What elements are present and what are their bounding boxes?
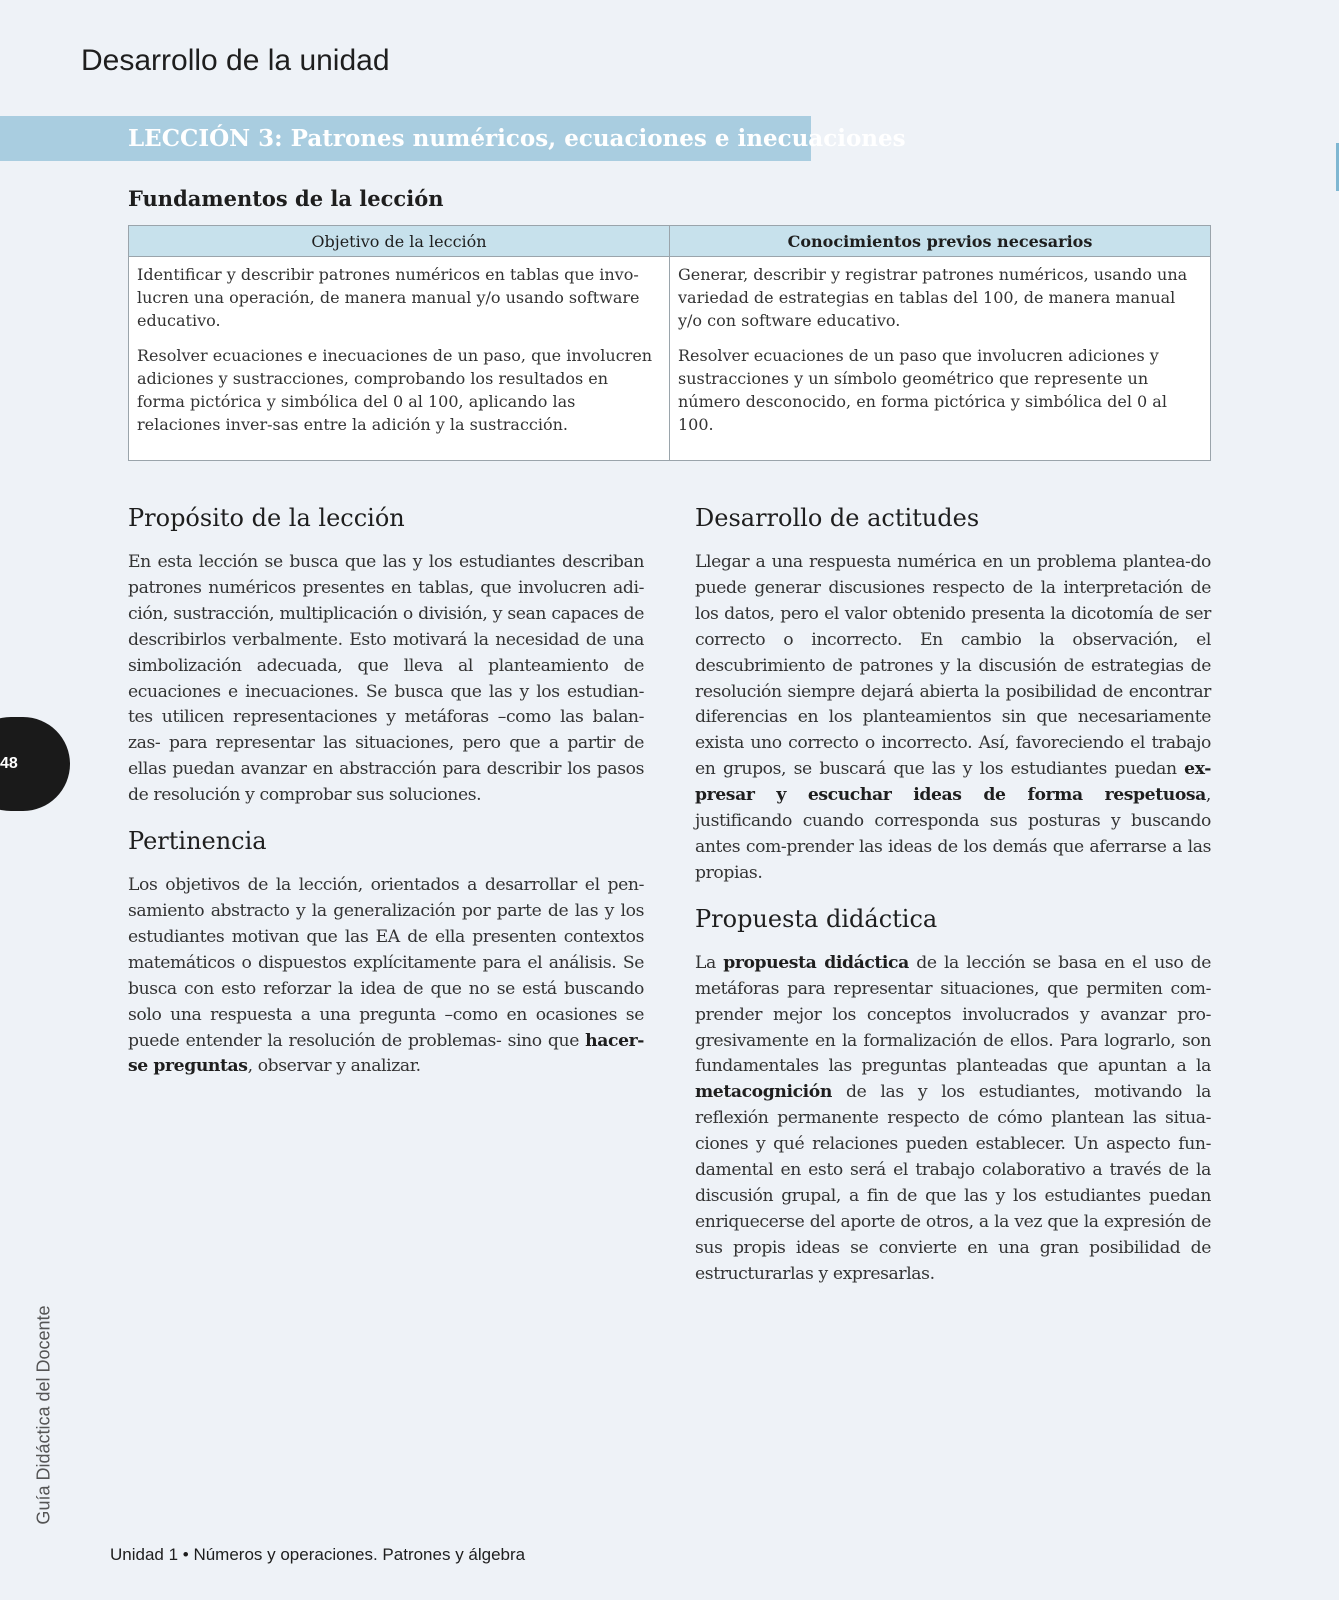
footer-text: Unidad 1 • Números y operaciones. Patrones y álgebra <box>110 1545 526 1564</box>
fundamentos-table <box>128 225 1211 461</box>
left-column <box>128 500 644 1092</box>
actitudes-bold: ex-presar y escuchar ideas de forma respetuosa <box>695 759 1211 806</box>
objetivo-paragraph: Identificar y describir patrones numéricos en tablas que invo-lucren una operación, de manera manual y/o usando software educativo. <box>137 265 640 330</box>
conocimientos-paragraph: Resolver ecuaciones de un paso que involucren adiciones y sustracciones y un símbolo geométrico que represente un número desconocido, en forma pictórica y simbólica del 0 al 100. <box>678 346 1167 434</box>
proposito-text: En esta lección se busca que las y los estudiantes describan patrones numéricos presentes en tablas, que involucren adi-ción, sustracción, multiplicación o división, y sean capaces de describirlos verbalmente. Esto motivará la necesidad de una simbolización adecuada, que lleva al planteamiento de ecuaciones e inecuaciones. Se busca que las y los estudian-tes utilicen representaciones y metáforas –como las balan-zas- para representar las situaciones, pero que a partir de ellas puedan avanzar en abstracción para describir los pasos de resolución y comprobar sus soluciones. <box>128 552 644 806</box>
pertinencia-text: Los objetivos de la lección, orientados a desarrollar el pen-samiento abstracto y la generalización por parte de las y los estudiantes motivan que las EA de ella presenten contextos matemáticos o dispuestos explícitamente para el análisis. Se busca con esto reforzar la idea de que no se está buscando solo una respuesta a una pregunta –como en ocasiones se puede entender la resolución de problemas- sino que hacer-se preguntas, observar y analizar. <box>128 875 644 1077</box>
propuesta-bold-2: metacognición <box>695 1082 832 1103</box>
propuesta-text: La propuesta didáctica de la lección se basa en el uso de metáforas para representar situaciones, que permiten com-prender mejor los conceptos involucrados y avanzar pro-gresivamente en la formalización de ellos. Para lograrlo, son fundamentales las preguntas planteadas que apuntan a la metacognición de las y los estudiantes, motivando la reflexión permanente respecto de cómo plantean las situa-ciones y qué relaciones pueden establecer. Un aspecto fun-damental en esto será el trabajo colaborativo a través de la discusión grupal, a fin de que las y los estudiantes puedan enriquecerse del aporte de otros, a la vez que la expresión de sus propis ideas se convierte en una gran posibilidad de estructurarlas y expresarlas. <box>695 952 1211 1284</box>
page-number-tab <box>0 717 70 811</box>
proposito-heading: Propósito de la lección <box>128 504 405 532</box>
fundamentos-title: Fundamentos de la lección <box>128 186 444 211</box>
actitudes-heading: Desarrollo de actitudes <box>695 504 980 532</box>
pertinencia-heading: Pertinencia <box>128 827 267 856</box>
header-objetivo: Objetivo de la lección <box>129 226 670 257</box>
propuesta-bold-1: propuesta didáctica <box>723 952 909 973</box>
page-number: 48 <box>0 755 18 772</box>
cell-objetivo <box>129 257 670 461</box>
header-conocimientos: Conocimientos previos necesarios <box>670 226 1211 257</box>
right-column <box>695 500 1211 1300</box>
actitudes-text: Llegar a una respuesta numérica en un problema plantea-do puede generar discusiones respecto de la interpretación de los datos, pero el valor obtenido presenta la dicotomía de ser correcto o incorrecto. En cambio la observación, el descubrimiento de patrones y la discusión de estrategias de resolución siempre dejará abierta la posibilidad de encontrar diferencias en los planteamientos sin que necesariamente exista uno correcto o incorrecto. Así, favoreciendo el trabajo en grupos, se buscará que las y los estudiantes puedan ex-presar y escuchar ideas de forma respetuosa, justificando cuando corresponda sus posturas y buscando antes com-prender las ideas de los demás que aferrarse a las propias. <box>695 552 1211 883</box>
objetivo-paragraph: Resolver ecuaciones e inecuaciones de un paso, que involucren adiciones y sustracciones, comprobando los resultados en forma pictórica y simbólica del 0 al 100, aplicando las relaciones inver-sas entre la adición y la sustracción. <box>137 346 653 434</box>
cell-conocimientos <box>670 257 1211 461</box>
pertinencia-bold: hacer-se preguntas <box>128 1030 644 1077</box>
propuesta-heading: Propuesta didáctica <box>695 904 938 933</box>
lesson-title: LECCIÓN 3: Patrones numéricos, ecuaciones e inecuaciones <box>128 125 906 152</box>
page-header-title: Desarrollo de la unidad <box>81 44 390 77</box>
lesson-banner <box>0 116 906 161</box>
conocimientos-paragraph: Generar, describir y registrar patrones numéricos, usando una variedad de estrategias en tablas del 100, de manera manual y/o con software educativo. <box>678 265 1188 330</box>
side-label: Guía Didáctica del Docente <box>33 1305 54 1525</box>
